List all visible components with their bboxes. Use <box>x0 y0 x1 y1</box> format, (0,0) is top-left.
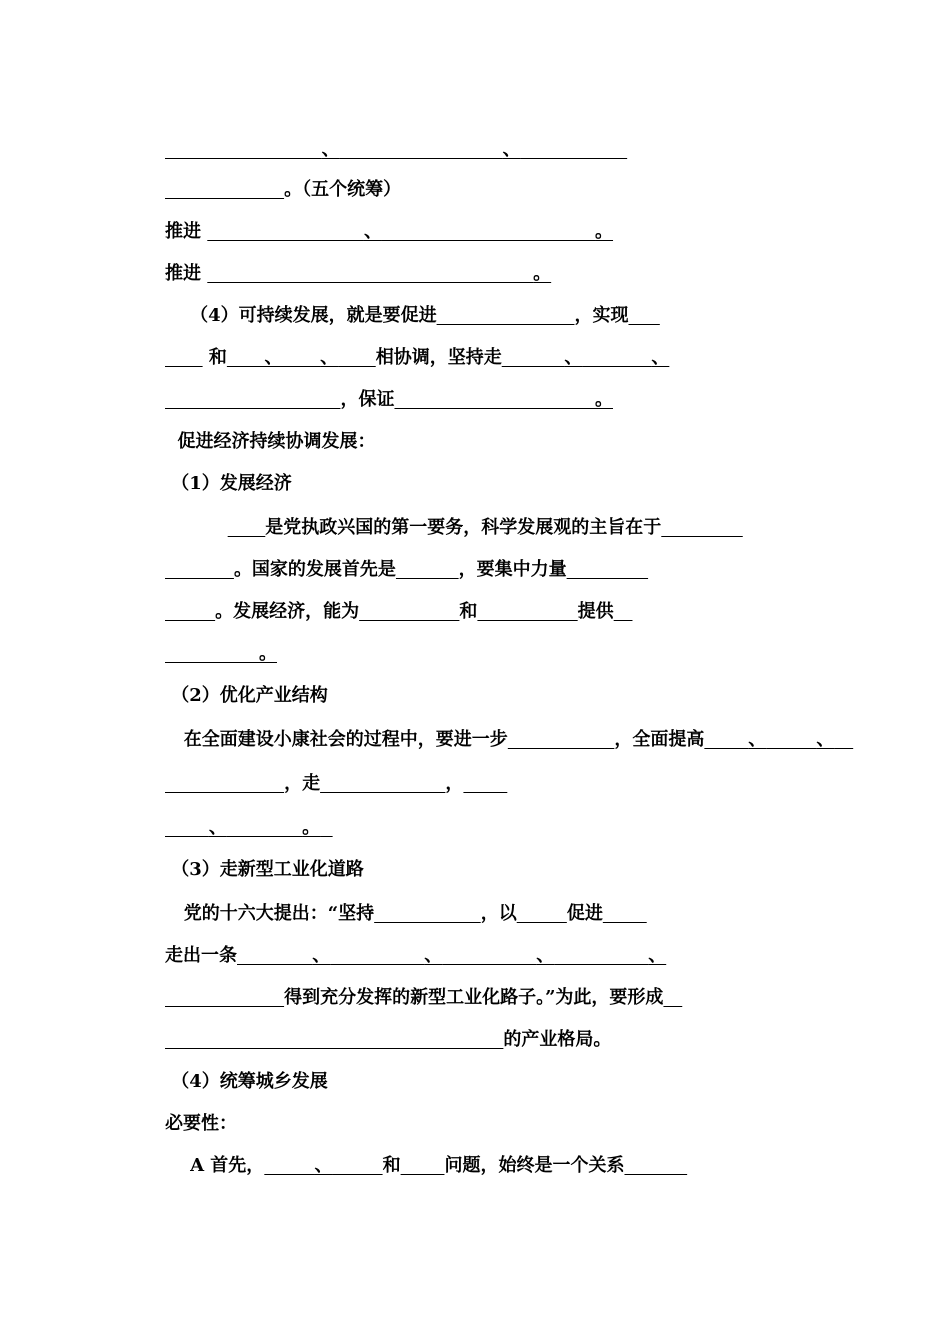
fill-in-blank: 、 <box>320 347 339 368</box>
line-text: （1）发展经济 <box>165 473 292 494</box>
fill-in-blank <box>374 903 481 924</box>
line-text: ，实现 <box>574 305 629 326</box>
fill-in-blank: 、 <box>363 221 382 242</box>
fill-in-blank <box>834 729 853 750</box>
fill-in-blank <box>237 945 312 966</box>
line-text: 在全面建设小康社会的过程中，要进一步 <box>165 729 508 750</box>
line-text: 促进 <box>566 903 603 924</box>
fill-in-blank <box>338 347 376 368</box>
line-text: 和 <box>382 1155 401 1176</box>
line-text: ，以 <box>480 903 517 924</box>
fill-in-blank: 。 <box>595 389 613 410</box>
line-text: 促进经济持续协调发展： <box>165 431 376 452</box>
text-line <box>165 1028 611 1052</box>
line-text: （4）可持续发展，就是要促进 <box>165 305 437 326</box>
text-line <box>165 430 376 454</box>
fill-in-blank <box>567 559 648 580</box>
text-line <box>165 304 660 328</box>
fill-in-blank: 、 <box>536 945 555 966</box>
fill-in-blank <box>165 559 234 580</box>
fill-in-blank <box>165 139 322 160</box>
fill-in-blank <box>340 139 503 160</box>
fill-in-blank <box>394 389 595 410</box>
text-line <box>165 516 743 540</box>
fill-in-blank <box>521 139 628 160</box>
line-text: 。国家的发展首先是 <box>233 559 396 580</box>
fill-in-blank: 、 <box>564 347 583 368</box>
line-text: 是党执政兴国的第一要务，科学发展观的主旨在于 <box>265 517 662 538</box>
line-text: （2）优化产业结构 <box>165 685 328 706</box>
line-text: ，要集中力量 <box>458 559 567 580</box>
fill-in-blank <box>437 305 575 326</box>
fill-in-blank <box>332 1155 382 1176</box>
fill-in-blank <box>165 773 284 794</box>
fill-in-blank <box>603 903 647 924</box>
fill-in-blank <box>442 945 536 966</box>
fill-in-blank <box>661 517 742 538</box>
fill-in-blank <box>228 517 266 538</box>
fill-in-blank: 、 <box>208 817 227 838</box>
text-line <box>165 986 682 1010</box>
fill-in-blank: 。 <box>533 263 552 284</box>
line-text: 推进 <box>165 221 208 242</box>
fill-in-blank <box>165 1029 503 1050</box>
fill-in-blank <box>508 729 615 750</box>
fill-in-blank: 、 <box>748 729 767 750</box>
fill-in-blank: 、 <box>502 139 521 160</box>
line-text: 和 <box>202 347 227 368</box>
line-text: （4）统筹城乡发展 <box>165 1071 328 1092</box>
fill-in-blank <box>766 729 816 750</box>
line-text: 和 <box>459 601 478 622</box>
line-text: 得到充分发挥的新型工业化路子。”为此，要形成 <box>284 987 664 1008</box>
fill-in-blank <box>165 347 203 368</box>
line-text: 党的十六大提出：“坚持 <box>165 903 375 924</box>
line-text: 推进 <box>165 263 208 284</box>
text-line <box>165 816 333 840</box>
line-text: ，全面提高 <box>614 729 705 750</box>
line-text: 必要性： <box>165 1113 237 1134</box>
line-text <box>165 517 228 538</box>
line-text: 。发展经济，能为 <box>215 601 360 622</box>
fill-in-blank <box>477 601 577 622</box>
line-text: ， <box>445 773 464 794</box>
fill-in-blank: 。 <box>302 817 321 838</box>
fill-in-blank: 、 <box>321 139 340 160</box>
fill-in-blank <box>264 1155 314 1176</box>
fill-in-blank <box>165 643 259 664</box>
text-line <box>165 388 613 412</box>
text-line <box>165 1154 687 1178</box>
fill-in-blank <box>401 1155 445 1176</box>
fill-in-blank <box>227 347 265 368</box>
fill-in-blank <box>382 221 595 242</box>
fill-in-blank <box>463 773 507 794</box>
text-line <box>165 220 613 244</box>
text-line <box>165 1070 328 1094</box>
text-line <box>165 858 364 882</box>
fill-in-blank: 、 <box>424 945 443 966</box>
text-line <box>165 558 648 582</box>
fill-in-blank: 、 <box>651 347 670 368</box>
text-line <box>165 346 669 370</box>
fill-in-blank: 、 <box>312 945 331 966</box>
fill-in-blank <box>554 945 648 966</box>
text-line <box>165 642 277 666</box>
fill-in-blank <box>207 263 533 284</box>
text-line <box>165 262 551 286</box>
line-text: 走出一条 <box>165 945 237 966</box>
text-line <box>165 902 647 926</box>
fill-in-blank <box>396 559 459 580</box>
line-text: 问题，始终是一个关系 <box>444 1155 625 1176</box>
line-text: 相协调，坚持走 <box>375 347 502 368</box>
line-text: 提供 <box>577 601 614 622</box>
fill-in-blank <box>624 1155 687 1176</box>
fill-in-blank: 。 <box>595 221 614 242</box>
fill-in-blank <box>502 347 565 368</box>
fill-in-blank <box>517 903 567 924</box>
text-line <box>165 944 666 968</box>
fill-in-blank: 。 <box>259 643 277 664</box>
line-text: 的产业格局。 <box>503 1029 612 1050</box>
fill-in-blank: 、 <box>816 729 835 750</box>
text-line <box>165 178 401 202</box>
line-text: （3）走新型工业化道路 <box>165 859 364 880</box>
fill-in-blank <box>165 987 284 1008</box>
text-line <box>165 600 632 624</box>
fill-in-blank <box>614 601 633 622</box>
text-line <box>165 1112 237 1136</box>
text-line <box>165 684 328 708</box>
line-text: ，走 <box>284 773 321 794</box>
fill-in-blank <box>628 305 659 326</box>
fill-in-blank <box>663 987 682 1008</box>
text-line <box>165 728 853 752</box>
fill-in-blank <box>283 347 321 368</box>
line-text: A 首先， <box>165 1155 265 1176</box>
line-text: 。（五个统筹） <box>284 179 402 200</box>
fill-in-blank <box>330 945 424 966</box>
fill-in-blank: 、 <box>314 1155 333 1176</box>
fill-in-blank: 、 <box>648 945 667 966</box>
fill-in-blank <box>320 773 445 794</box>
fill-in-blank <box>165 817 209 838</box>
fill-in-blank <box>165 601 215 622</box>
fill-in-blank <box>227 817 302 838</box>
text-line <box>165 772 507 796</box>
fill-in-blank <box>165 179 284 200</box>
fill-in-blank <box>704 729 748 750</box>
fill-in-blank <box>320 817 333 838</box>
fill-in-blank: 、 <box>264 347 283 368</box>
line-text: ，保证 <box>340 389 395 410</box>
text-line <box>165 138 627 162</box>
fill-in-blank <box>207 221 364 242</box>
fill-in-blank <box>359 601 459 622</box>
fill-in-blank <box>582 347 651 368</box>
fill-in-blank <box>165 389 340 410</box>
text-line <box>165 472 292 496</box>
